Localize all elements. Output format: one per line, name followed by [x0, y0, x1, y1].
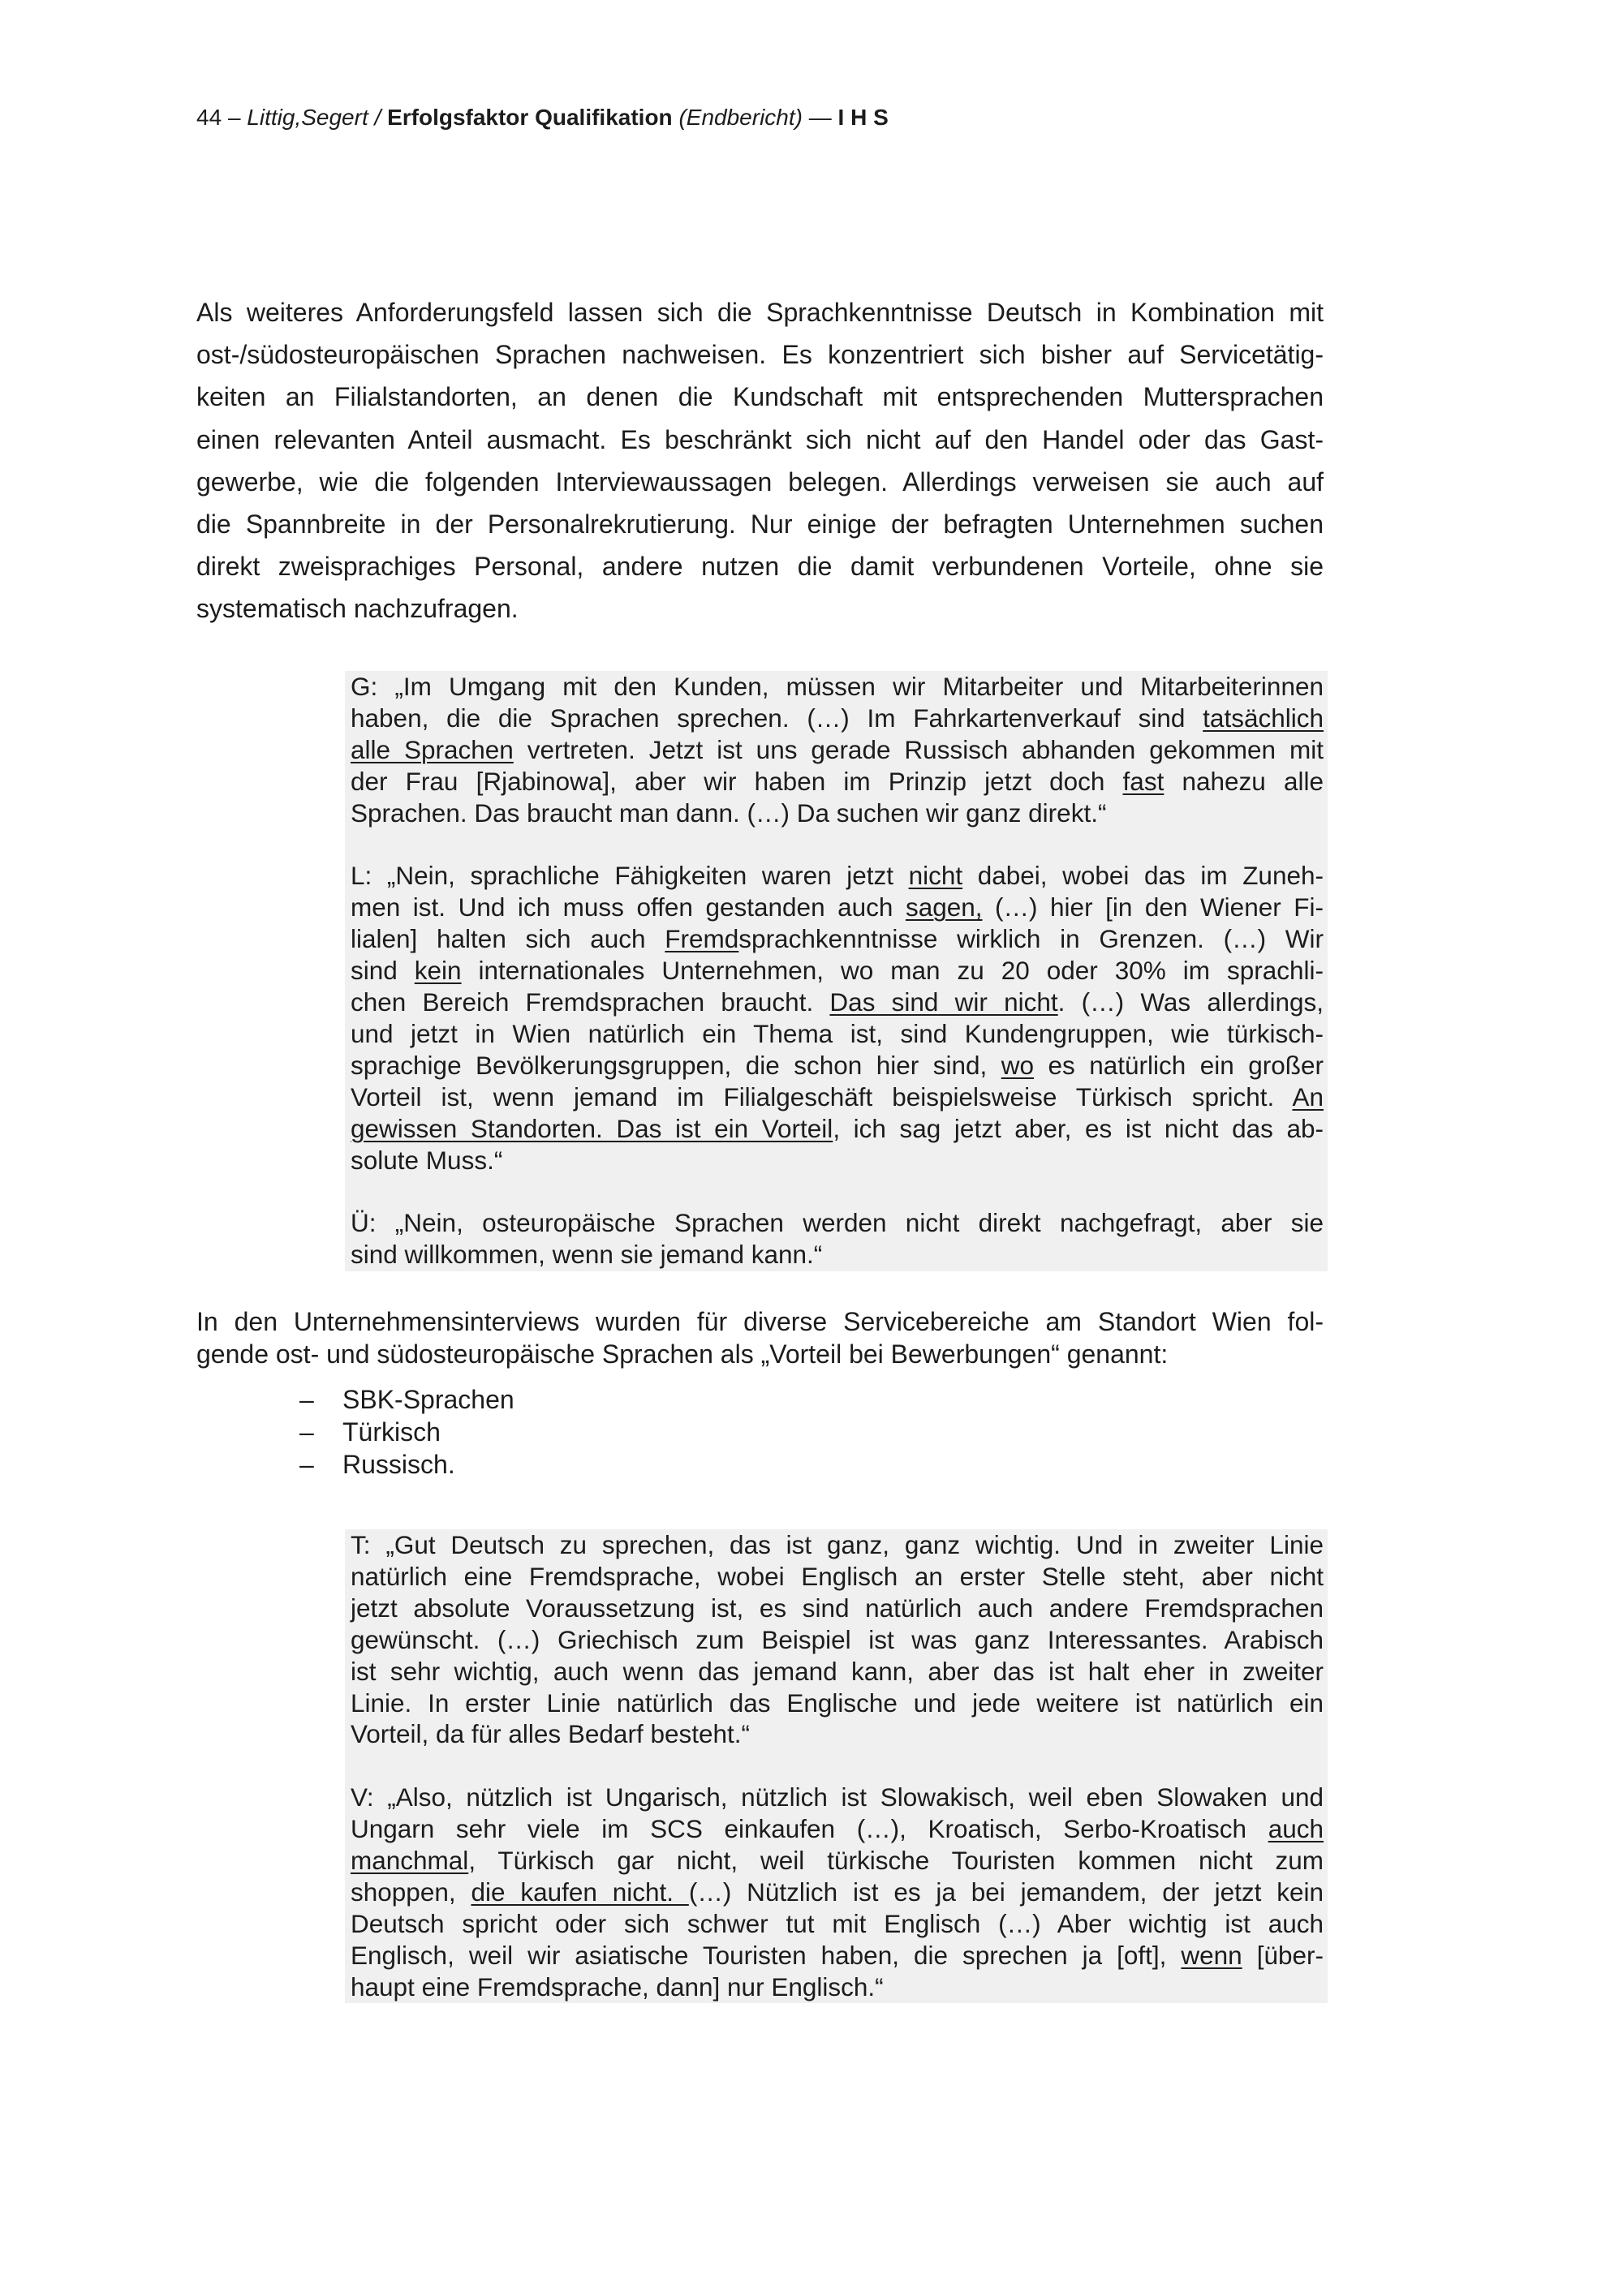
text-line: [351, 1239, 1324, 1271]
underlined-text: nicht: [908, 861, 963, 891]
text-line: [351, 703, 1324, 734]
text-span: vertreten. Jetzt ist uns gerade Russisch abhanden gekommen mit: [513, 734, 1324, 764]
text-span: haupt eine Fremdsprache, dann] nur Englisch.“: [351, 1971, 884, 2001]
list-bullet: –: [299, 1417, 314, 1447]
text-span: T: „Gut Deutsch zu sprechen, das ist ganz, ganz wichtig. Und in zweiter Linie: [351, 1530, 1324, 1559]
text-span: , ich sag jetzt aber, es ist nicht das ab-: [833, 1113, 1324, 1143]
text-line: [351, 1593, 1324, 1624]
text-line: [351, 1845, 1324, 1877]
text-span: ist sehr wichtig, auch wenn das jemand kann, aber das ist halt eher in zweiter: [351, 1656, 1324, 1686]
text-line: [351, 892, 1324, 923]
text-span: nahezu alle: [1164, 766, 1324, 796]
underlined-text: Das sind wir nicht: [829, 987, 1058, 1017]
text-span: die Spannbreite in der Personalrekrutierung. Nur einige der befragten Unternehmen suchen: [196, 510, 1324, 540]
text-span: L: „Nein, sprachliche Fähigkeiten waren jetzt: [351, 861, 909, 891]
underlined-text: manchmal: [351, 1846, 469, 1876]
text-line: [196, 376, 1324, 418]
header-institute: I H S: [837, 105, 889, 130]
text-span: natürlich eine Fremdsprache, wobei Englisch an erster Stelle steht, aber nicht: [351, 1561, 1324, 1591]
text-line: [196, 545, 1324, 587]
quote-paragraph: [351, 1529, 1324, 1750]
underlined-text: tatsächlich: [1203, 703, 1324, 733]
underlined-text: die kaufen nicht.: [471, 1877, 689, 1907]
text-line: [351, 1908, 1324, 1940]
text-span: keiten an Filialstandorten, an denen die Kundschaft mit entsprechenden Muttersprachen: [196, 382, 1324, 412]
running-header: [196, 103, 889, 132]
text-span: In den Unternehmensinterviews wurden für diverse Servicebereiche am Standort Wien fol-: [196, 1307, 1324, 1336]
quote-paragraph: [351, 671, 1324, 829]
text-line: [351, 1971, 1324, 2003]
list-bullet: –: [299, 1385, 314, 1414]
text-line: [351, 766, 1324, 798]
header-separator: —: [808, 105, 832, 130]
underlined-text: An: [1292, 1081, 1324, 1111]
text-span: systematisch nachzufragen.: [196, 594, 519, 624]
text-line: [351, 734, 1324, 766]
interview-quote-block: [345, 1529, 1328, 2003]
text-line: [196, 1305, 1324, 1338]
text-line: [351, 1940, 1324, 1971]
text-span: jetzt absolute Voraussetzung ist, es sind natürlich auch andere Fremdsprachen: [351, 1593, 1324, 1623]
text-span: einen relevanten Anteil ausmacht. Es beschränkt sich nicht auf den Handel oder das Gast-: [196, 424, 1324, 454]
header-authors: Littig,Segert /: [247, 105, 381, 130]
list-item: [299, 1383, 514, 1416]
text-span: [über-: [1242, 1940, 1324, 1970]
list-item-text: Türkisch: [342, 1417, 441, 1447]
body-paragraph-languages: [196, 1305, 1324, 1370]
text-line: [196, 461, 1324, 503]
text-span: , Türkisch gar nicht, weil türkische Touristen kommen nicht zum: [468, 1846, 1324, 1876]
text-span: Sprachen. Das braucht man dann. (…) Da suchen wir ganz direkt.“: [351, 798, 1107, 828]
text-line: [351, 1656, 1324, 1688]
text-span: ost-/südosteuropäischen Sprachen nachweisen. Es konzentriert sich bisher auf Servicetätig-: [196, 340, 1324, 370]
underlined-text: kein: [414, 956, 462, 986]
text-span: Vorteil, da für alles Bedarf besteht.“: [351, 1719, 751, 1749]
list-item: [299, 1448, 514, 1481]
underlined-text: sagen,: [905, 892, 983, 922]
text-line: [351, 955, 1324, 987]
underlined-text: alle Sprachen: [351, 734, 514, 764]
text-line: [351, 1624, 1324, 1656]
text-span: sprachige Bevölkerungsgruppen, die schon hier sind,: [351, 1050, 1001, 1080]
text-line: [351, 1050, 1324, 1081]
text-span: es natürlich ein großer: [1034, 1050, 1324, 1080]
text-line: [351, 923, 1324, 955]
text-span: sind willkommen, wenn sie jemand kann.“: [351, 1240, 823, 1270]
text-span: (…) hier [in den Wiener Fi-: [982, 892, 1324, 922]
header-subtitle: (Endbericht): [678, 105, 803, 130]
text-line: [351, 1688, 1324, 1719]
text-span: Ü: „Nein, osteuropäische Sprachen werden nicht direkt nachgefragt, aber sie: [351, 1208, 1324, 1238]
text-span: lialen] halten sich auch: [351, 924, 665, 954]
text-line: [196, 587, 1324, 630]
text-span: internationales Unternehmen, wo man zu 20 oder 30% im sprachli-: [461, 956, 1324, 986]
list-bullet: –: [299, 1450, 314, 1479]
text-line: [351, 1018, 1324, 1050]
text-line: [351, 860, 1324, 892]
interview-quote-block: [345, 671, 1328, 1271]
text-line: [351, 1145, 1324, 1176]
text-span: V: „Also, nützlich ist Ungarisch, nützlich ist Slowakisch, weil eben Slowaken und: [351, 1782, 1324, 1812]
text-span: G: „Im Umgang mit den Kunden, müssen wir Mitarbeiter und Mitarbeiterinnen: [351, 672, 1324, 701]
text-line: [351, 1561, 1324, 1593]
text-span: Deutsch spricht oder sich schwer tut mit Englisch (…) Aber wichtig ist auch: [351, 1908, 1324, 1938]
text-span: haben, die die Sprachen sprechen. (…) Im Fahrkartenverkauf sind: [351, 703, 1203, 733]
text-span: (…) Nützlich ist es ja bei jemandem, der jetzt kein: [688, 1877, 1324, 1907]
text-line: [351, 1113, 1324, 1145]
underlined-text: wo: [1001, 1050, 1035, 1080]
page-number: 44: [196, 105, 222, 130]
underlined-text: Fremd: [665, 924, 739, 954]
text-line: [196, 419, 1324, 461]
text-span: men ist. Und ich muss offen gestanden auch: [351, 892, 906, 922]
text-line: [351, 1207, 1324, 1239]
text-line: [351, 1782, 1324, 1813]
text-span: gende ost- und südosteuropäische Sprachen als „Vorteil bei Bewerbungen“ genannt:: [196, 1339, 1169, 1369]
text-line: [196, 291, 1324, 333]
language-list: [299, 1383, 514, 1481]
underlined-text: gewissen Standorten. Das ist ein Vorteil: [351, 1113, 833, 1143]
text-span: und jetzt in Wien natürlich ein Thema ist, sind Kundengruppen, wie türkisch-: [351, 1018, 1324, 1048]
quote-paragraph: [351, 1207, 1324, 1271]
text-line: [196, 1338, 1324, 1370]
text-span: Vorteil ist, wenn jemand im Filialgeschäft beispielsweise Türkisch spricht.: [351, 1081, 1293, 1111]
text-line: [351, 1718, 1324, 1750]
list-item-text: SBK-Sprachen: [342, 1385, 514, 1414]
list-item-text: Russisch.: [342, 1450, 455, 1479]
text-span: sind: [351, 956, 415, 986]
quote-paragraph: [351, 1782, 1324, 2002]
text-line: [351, 987, 1324, 1018]
text-line: [351, 1081, 1324, 1113]
header-title: Erfolgsfaktor Qualifikation: [387, 105, 673, 130]
text-span: der Frau [Rjabinowa], aber wir haben im Prinzip jetzt doch: [351, 766, 1123, 796]
underlined-text: fast: [1122, 766, 1165, 796]
text-span: chen Bereich Fremdsprachen braucht.: [351, 987, 830, 1017]
header-separator: –: [227, 105, 241, 130]
text-span: gewünscht. (…) Griechisch zum Beispiel ist was ganz Interessantes. Arabisch: [351, 1624, 1324, 1654]
text-line: [196, 333, 1324, 376]
text-span: Ungarn sehr viele im SCS einkaufen (…), Kroatisch, Serbo-Kroatisch: [351, 1814, 1268, 1844]
underlined-text: auch: [1268, 1814, 1324, 1844]
text-span: . (…) Was allerdings,: [1057, 987, 1324, 1017]
text-span: gewerbe, wie die folgenden Interviewaussagen belegen. Allerdings verweisen sie auch auf: [196, 467, 1324, 497]
text-line: [351, 1877, 1324, 1908]
text-span: sprachkenntnisse wirklich in Grenzen. (…) Wir: [738, 924, 1324, 954]
text-span: dabei, wobei das im Zuneh-: [962, 861, 1324, 891]
text-line: [351, 1529, 1324, 1561]
text-line: [351, 671, 1324, 703]
text-line: [351, 1813, 1324, 1845]
text-span: solute Muss.“: [351, 1145, 503, 1175]
text-line: [196, 503, 1324, 545]
text-line: [351, 798, 1324, 829]
text-span: Als weiteres Anforderungsfeld lassen sich die Sprachkenntnisse Deutsch in Kombination mit: [196, 298, 1324, 327]
text-span: direkt zweisprachiges Personal, andere nutzen die damit verbundenen Vorteile, ohne sie: [196, 552, 1324, 582]
text-span: Englisch, weil wir asiatische Touristen haben, die sprechen ja [oft],: [351, 1940, 1182, 1970]
list-item: [299, 1416, 514, 1448]
text-span: shoppen,: [351, 1877, 471, 1907]
text-span: Linie. In erster Linie natürlich das Englische und jede weitere ist natürlich ein: [351, 1688, 1324, 1718]
body-paragraph-intro: [196, 291, 1324, 630]
underlined-text: wenn: [1181, 1940, 1242, 1970]
quote-paragraph: [351, 860, 1324, 1176]
